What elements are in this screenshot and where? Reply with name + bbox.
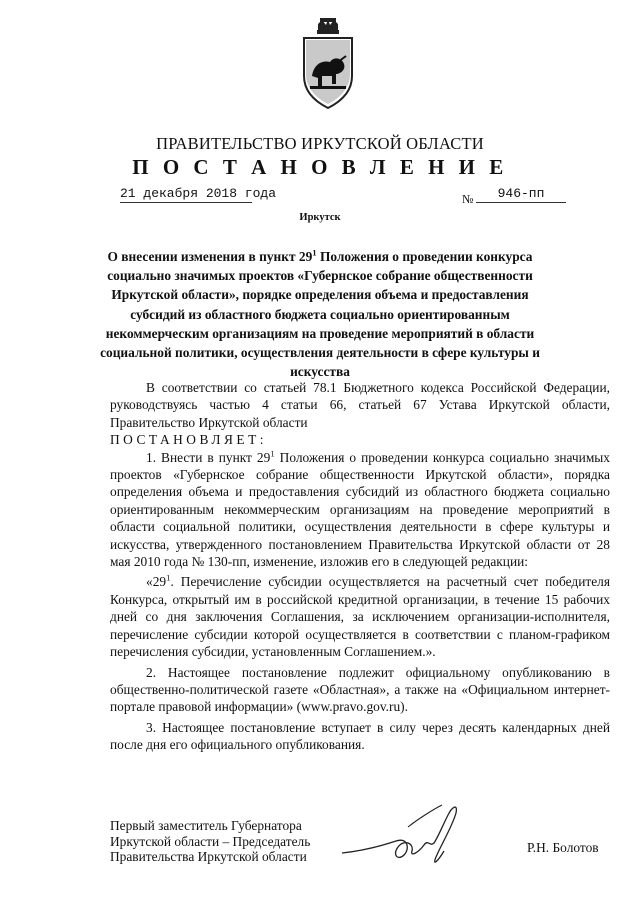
item-1-part: 1. Внести в пункт 29 — [146, 449, 271, 465]
title-part: Положения о проведении конкурса социально значимых проектов «Губернское собрание общественности Иркутской области», порядке определения объема и предоставления субсидий из областного бюджета социально ориентированным некоммерческим организациям на проведение мероприятий в области социальной политики, осуществления деятельности в сфере культуры и искусства — [100, 249, 540, 380]
decree-date: 21 декабря 2018 года — [120, 186, 277, 201]
signatory-line: Правительства Иркутской области — [110, 849, 307, 865]
handwritten-signature-icon — [338, 797, 488, 875]
signatory-name: Р.Н. Болотов — [527, 840, 599, 855]
quote-sup: 1 — [166, 573, 171, 583]
quoted-text — [110, 573, 610, 660]
item-1 — [110, 449, 610, 571]
number-label: № — [462, 192, 474, 206]
decree-body — [110, 379, 610, 754]
decree-number: 946-пп — [476, 186, 566, 203]
resolves-heading: ПОСТАНОВЛЯЕТ: — [110, 432, 267, 448]
intro-paragraph: В соответствии со статьей 78.1 Бюджетного кодекса Российской Федерации, руководствуясь частью 4 статьи 66, статьей 67 Устава Иркутской области, Правительство Иркутской области — [110, 380, 610, 430]
quote-part: «29 — [146, 574, 167, 590]
decree-title — [100, 247, 540, 381]
item-3: 3. Настоящее постановление вступает в силу через десять календарных дней после дня его официального опубликования. — [110, 719, 610, 753]
signatory-position — [110, 818, 310, 865]
item-1-part: Положения о проведении конкурса социально значимых проектов «Губернское собрание общественности Иркутской области», порядка определения объема и предоставления субсидий из областного бюджета социально ориентированным некоммерческим организациям на проведение мероприятий в области социальной политики, осуществления деятельности в сфере культуры и искусства, утвержденного постановлением Правительства Иркутской области от 28 мая 2010 года № 130-пп, изменение, изложив его в следующей редакции: — [110, 449, 610, 570]
city: Иркутск — [299, 212, 341, 223]
item-1-sup: 1 — [270, 448, 275, 459]
coat-of-arms-icon — [300, 16, 356, 112]
signatory-line: Первый заместитель Губернатора — [110, 818, 302, 833]
quote-part: . Перечисление субсидии осуществляется на расчетный счет победителя Конкурса, открытый им в российской кредитной организации, в течение 15 рабочих дней со дня заключения Соглашения, за исключением организации-исполнителя, перечисление субсидии которой осуществляется в соответствии с планом-графиком перечисления субсидии, установленным Соглашением.». — [110, 574, 610, 660]
government-name: ПРАВИТЕЛЬСТВО ИРКУТСКОЙ ОБЛАСТИ — [156, 134, 484, 153]
item-2: 2. Настоящее постановление подлежит официальному опубликованию в общественно-политической газете «Областная», а также на «Официальном интернет-портале правовой информации» (www.pravo.gov.ru). — [110, 664, 610, 715]
title-part: О внесении изменения в пункт 29 — [107, 249, 313, 264]
signatory-line: Иркутской области – Председатель — [110, 833, 311, 849]
title-sup: 1 — [312, 247, 317, 258]
document-type: П О С Т А Н О В Л Е Н И Е — [132, 155, 508, 179]
